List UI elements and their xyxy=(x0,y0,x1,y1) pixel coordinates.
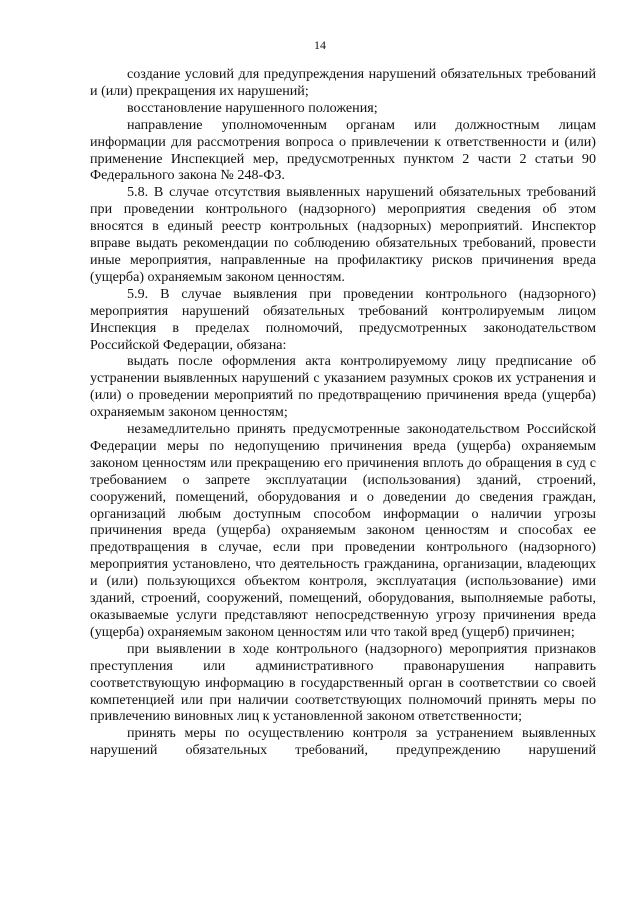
paragraph-5-9: 5.9. В случае выявления при проведении контрольного (надзорного) мероприятия нарушений обязательных требований контролируемым лицом Инспекция в пределах полномочий, предусмотренных законодательством Российской Федерации, обязана: xyxy=(90,285,596,353)
paragraph-prevention-conditions: создание условий для предупреждения нарушений обязательных требований и (или) прекращения их нарушений; xyxy=(90,66,596,99)
paragraph-control-measures: принять меры по осуществлению контроля за устранением выявленных нарушений обязательных требований, предупреждению нарушений xyxy=(90,725,596,759)
paragraph-crime-signs: при выявлении в ходе контрольного (надзорного) мероприятия признаков преступления или административного правонарушения направить соответствующую информацию в государственный орган в соответствии со своей компетенцией или при наличии соответствующих полномочий принять меры по привлечению виновных лиц к установленной законом ответственности; xyxy=(90,640,596,725)
document-body xyxy=(90,66,596,759)
paragraph-5-8: 5.8. В случае отсутствия выявленных нарушений обязательных требований при проведении контрольного (надзорного) мероприятия сведения об этом вносятся в единый реестр контрольных (надзорных) мероприятий. Инспектор вправе выдать рекомендации по соблюдению обязательных требований, провести иные мероприятия, направленные на профилактику рисков причинения вреда (ущерба) охраняемым законом ценностям. xyxy=(90,184,596,285)
paragraph-referral-to-authorities: направление уполномоченным органам или должностным лицам информации для рассмотрения вопроса о привлечении к ответственности и (или) применение Инспекцией мер, предусмотренных пунктом 2 части 2 статьи 90 Федерального закона № 248-ФЗ. xyxy=(90,116,596,184)
page-number: 14 xyxy=(314,38,326,52)
paragraph-immediate-measures: незамедлительно принять предусмотренные законодательством Российской Федерации меры по недопущению причинения вреда (ущерба) охраняемым законом ценностям или прекращению его причинения вплоть до обращения в суд с требованием о запрете эксплуатации (использования) зданий, строений, сооружений, помещений, оборудования и о доведении до сведения граждан, организаций любым доступным способом информации о наличии угрозы причинения вреда (ущерба) охраняемым законом ценностям и способах ее предотвращения в случае, если при проведении контрольного (надзорного) мероприятия установлено, что деятельность гражданина, организации, владеющих и (или) пользующихся объектом контроля, эксплуатация (использование) ими зданий, строений, сооружений, помещений, оборудования, выполняемые работы, оказываемые услуги представляют непосредственную угрозу причинения вреда (ущерба) охраняемым законом ценностям или что такой вред (ущерб) причинен; xyxy=(90,421,596,640)
paragraph-issue-order: выдать после оформления акта контролируемому лицу предписание об устранении выявленных нарушений с указанием разумных сроков их устранения и (или) о проведении мероприятий по предотвращению причинения вреда (ущерба) охраняемым законом ценностям; xyxy=(90,353,596,421)
paragraph-restoration: восстановление нарушенного положения; xyxy=(127,99,378,116)
